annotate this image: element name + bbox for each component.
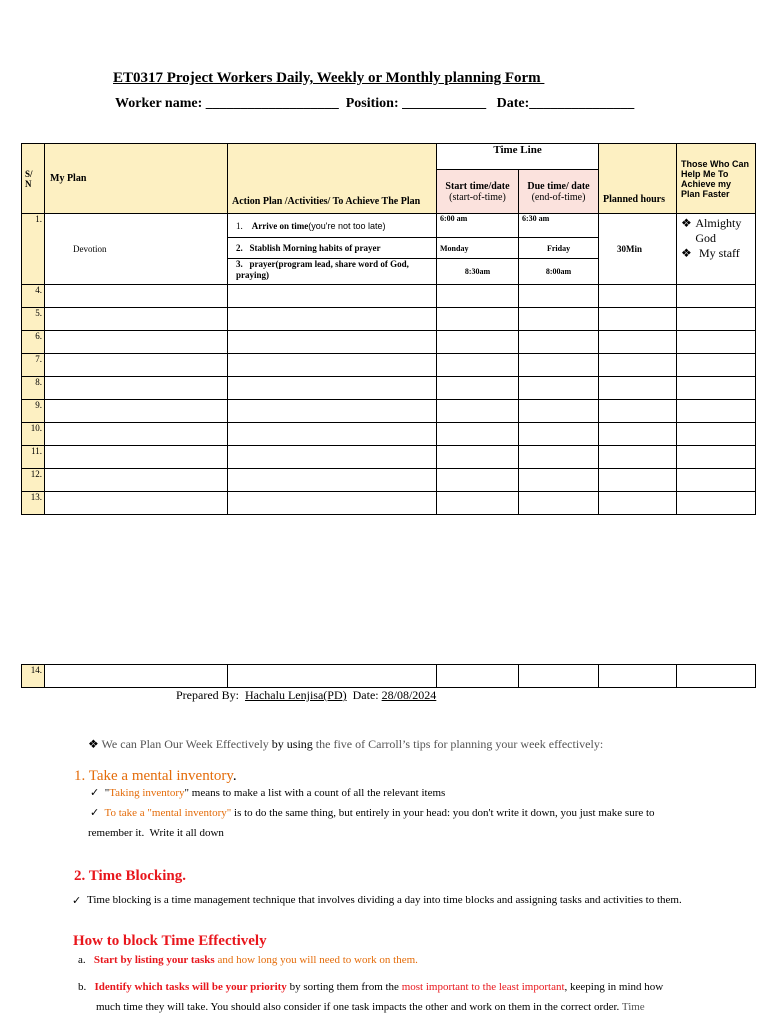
header-action-plan: Action Plan /Activities/ To Achieve The Plan — [228, 144, 437, 214]
section-2-bullet: ✓ Time blocking is a time management technique that involves dividing a day into time blocks and assigning tasks and activities to them. — [72, 894, 682, 907]
row-number: 6. — [22, 331, 45, 354]
section-1-heading: 1. Take a mental inventory. — [74, 768, 237, 784]
helper-item: ❖ Almighty God — [681, 216, 742, 245]
action-rest: (you're not too late) — [308, 220, 386, 231]
table-row — [22, 285, 756, 308]
action-item — [228, 214, 437, 238]
planned-hours-cell: 30Min — [599, 214, 677, 285]
start-time-sublabel: (start-of-time) — [449, 191, 506, 203]
time-block-heading: How to block Time Effectively — [73, 933, 267, 949]
checkmark-icon: ✓ — [72, 895, 82, 907]
due-time-label: Due time/ date — [527, 180, 590, 192]
table-row — [22, 331, 756, 354]
section-1-bullet-cont: remember it. Write it all down — [88, 827, 224, 839]
table-row — [22, 446, 756, 469]
row-number: 5. — [22, 308, 45, 331]
action-bold: Arrive on time — [251, 220, 309, 231]
header-helpers: Those Who Can Help Me To Achieve my Plan Faster — [677, 144, 756, 214]
start-cell: Monday — [437, 238, 519, 259]
prepared-by-name: Hachalu Lenjisa(PD) — [244, 688, 347, 702]
header-my-plan: My Plan — [45, 144, 228, 214]
table-row — [22, 469, 756, 492]
row-number: 10. — [22, 423, 45, 446]
worker-info-line: Worker name: ___________________ Position: ____________ Date:_______________ — [115, 96, 635, 111]
header-time-line: Time Line — [437, 144, 599, 170]
table-row — [22, 354, 756, 377]
action-number: 1. — [236, 220, 243, 231]
table-row — [22, 377, 756, 400]
due-cell: 6:30 am — [519, 214, 599, 238]
plan-devotion: Devotion — [45, 214, 228, 285]
header-planned-hours: Planned hours — [599, 144, 677, 214]
list-item-b-cont: much time they will take. You should also consider if one task impacts the other and work on them in the correct order. Time — [96, 1001, 645, 1013]
section-1-bullet: ✓ "Taking inventory" means to make a list with a count of all the relevant items — [90, 787, 446, 799]
start-time-label: Start time/date — [445, 180, 510, 192]
diamond-bullet-icon: ❖ — [88, 737, 102, 751]
checkmark-icon: ✓ — [90, 807, 100, 819]
list-item-b: b. Identify which tasks will be your priority by sorting them from the most important to the least important, keeping in mind how — [78, 981, 664, 993]
start-cell: 6:00 am — [437, 214, 519, 238]
table-row — [22, 308, 756, 331]
prepared-by-line — [176, 688, 436, 703]
action-item: 3. prayer(program lead, share word of God, praying) — [228, 259, 437, 285]
list-item-a: a. Start by listing your tasks and how long you will need to work on them. — [78, 954, 418, 966]
header-due-time — [519, 170, 599, 214]
header-sn: S/ N — [22, 144, 45, 214]
row-number: 14. — [22, 665, 45, 688]
row-number: 13. — [22, 492, 45, 515]
row-number: 4. — [22, 285, 45, 308]
row-number: 7. — [22, 354, 45, 377]
due-time-sublabel: (end-of-time) — [531, 191, 586, 203]
row-number: 1. — [22, 214, 45, 285]
form-title: ET0317 Project Workers Daily, Weekly or Monthly planning Form — [113, 70, 545, 86]
helpers-cell — [677, 214, 756, 285]
row-number: 9. — [22, 400, 45, 423]
table-row — [22, 492, 756, 515]
section-2-heading: 2. Time Blocking. — [74, 868, 186, 884]
header-start-time — [437, 170, 519, 214]
section-1-bullet: ✓ To take a "mental inventory" is to do the same thing, but entirely in your head: you don't write it down, you just make sure to — [90, 807, 655, 819]
start-cell: 8:30am — [437, 259, 519, 285]
table-row — [22, 423, 756, 446]
diamond-bullet-icon: ❖ — [681, 246, 692, 260]
row-number: 12. — [22, 469, 45, 492]
prepared-date: 28/08/2024 — [381, 688, 437, 702]
due-cell: Friday — [519, 238, 599, 259]
row-number: 8. — [22, 377, 45, 400]
tips-intro: ❖ We can Plan Our Week Effectively by using the five of Carroll’s tips for planning your week effectively: — [88, 737, 604, 751]
planning-table-continued — [21, 664, 756, 688]
diamond-bullet-icon: ❖ — [681, 216, 692, 230]
row-number: 11. — [22, 446, 45, 469]
checkmark-icon: ✓ — [90, 787, 100, 799]
table-row — [22, 400, 756, 423]
date-label: Date: — [352, 688, 379, 702]
prepared-by-label: Prepared By: — [176, 688, 239, 702]
due-cell: 8:00am — [519, 259, 599, 285]
action-item: 2. Stablish Morning habits of prayer — [228, 238, 437, 259]
table-row — [22, 665, 756, 688]
planning-table — [21, 143, 756, 515]
helper-item: ❖ My staff — [681, 246, 740, 260]
